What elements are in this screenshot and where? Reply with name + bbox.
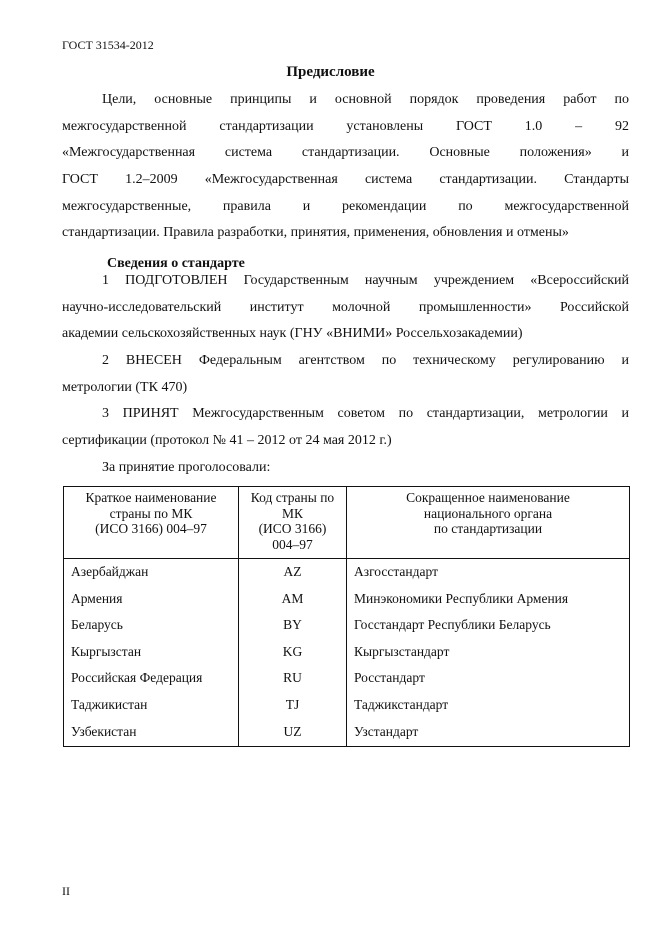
country-cell: Узбекистан — [64, 718, 239, 747]
item-1-line: академии сельскохозяйственных наук (ГНУ «ВНИМИ» Россельхозакадемии) — [62, 326, 523, 342]
country-cell: Кыргызстан — [64, 639, 239, 666]
table-header-row — [64, 487, 630, 559]
code-cell: UZ — [239, 718, 347, 747]
code-cell: BY — [239, 612, 347, 639]
header-line: страны по МК — [109, 505, 193, 521]
preface-paragraph — [62, 87, 629, 247]
code-cell: KG — [239, 639, 347, 666]
body-cell: Минэкономики Республики Армения — [347, 586, 630, 613]
table-row — [64, 586, 630, 613]
table-row — [64, 639, 630, 666]
table-row — [64, 612, 630, 639]
body-cell: Кыргызстандарт — [347, 639, 630, 666]
body-cell: Узстандарт — [347, 718, 630, 747]
header-code — [239, 487, 347, 559]
preface-line: ГОСТ 1.2–2009 «Межгосударственная система стандартизации. Стандарты — [62, 172, 629, 188]
table-row — [64, 718, 630, 747]
body-cell: Таджикстандарт — [347, 692, 630, 719]
code-cell: AZ — [239, 559, 347, 586]
header-national-body — [347, 487, 630, 559]
standard-info-heading: Сведения о стандарте — [107, 256, 245, 271]
item-2-paragraph — [62, 348, 629, 401]
header-line: национального органа — [423, 505, 553, 521]
header-line: Код страны по — [250, 490, 335, 505]
code-cell: RU — [239, 665, 347, 692]
header-line: МК — [281, 505, 303, 521]
header-line: Сокращенное наименование — [406, 490, 570, 505]
item-3-line: сертификации (протокол № 41 – 2012 от 24 мая 2012 г.) — [62, 432, 392, 448]
code-cell: AM — [239, 586, 347, 613]
country-cell: Российская Федерация — [64, 665, 239, 692]
country-cell: Беларусь — [64, 612, 239, 639]
document-id: ГОСТ 31534-2012 — [62, 38, 154, 52]
item-2-line: 2 ВНЕСЕН Федеральным агентством по техническому регулированию и — [102, 353, 629, 368]
header-line: (ИСО 3166) 004–97 — [95, 521, 207, 536]
preface-line: межгосударственной стандартизации установлены ГОСТ 1.0 – 92 — [62, 118, 629, 134]
vote-intro-text: За принятие проголосовали: — [102, 460, 271, 475]
preface-line: Цели, основные принципы и основной порядок проведения работ по — [102, 92, 629, 107]
country-cell: Азербайджан — [64, 559, 239, 586]
header-line: (ИСО 3166) — [258, 521, 327, 536]
country-cell: Армения — [64, 586, 239, 613]
item-1-line: 1 ПОДГОТОВЛЕН Государственным научным учреждением «Всероссийский — [102, 273, 629, 288]
country-cell: Таджикистан — [64, 692, 239, 719]
header-country — [64, 487, 239, 559]
preface-line: стандартизации. Правила разработки, принятия, применения, обновления и отмены» — [62, 225, 569, 241]
preface-line: межгосударственные, правила и рекомендации по межгосударственной — [62, 198, 629, 214]
header-line: 004–97 — [272, 536, 313, 552]
body-cell: Росстандарт — [347, 665, 630, 692]
voting-table — [63, 486, 630, 747]
item-3-line: 3 ПРИНЯТ Межгосударственным советом по стандартизации, метрологии и — [102, 406, 629, 421]
vote-intro — [62, 455, 661, 482]
item-3-paragraph — [62, 401, 629, 454]
body-cell: Азгосстандарт — [347, 559, 630, 586]
table-row — [64, 559, 630, 586]
item-2-line: метрологии (ТК 470) — [62, 379, 188, 395]
item-1-paragraph — [62, 268, 629, 348]
body-cell: Госстандарт Республики Беларусь — [347, 612, 630, 639]
header-line: Краткое наименование — [85, 490, 217, 505]
page-title: Предисловие — [286, 64, 375, 80]
preface-line: «Межгосударственная система стандартизации. Основные положения» и — [62, 145, 629, 161]
page-number: II — [62, 884, 70, 898]
table-row — [64, 692, 630, 719]
table-row — [64, 665, 630, 692]
item-1-line: научно-исследовательский институт молочной промышленности» Российской — [62, 299, 629, 315]
header-line: по стандартизации — [433, 521, 543, 536]
code-cell: TJ — [239, 692, 347, 719]
